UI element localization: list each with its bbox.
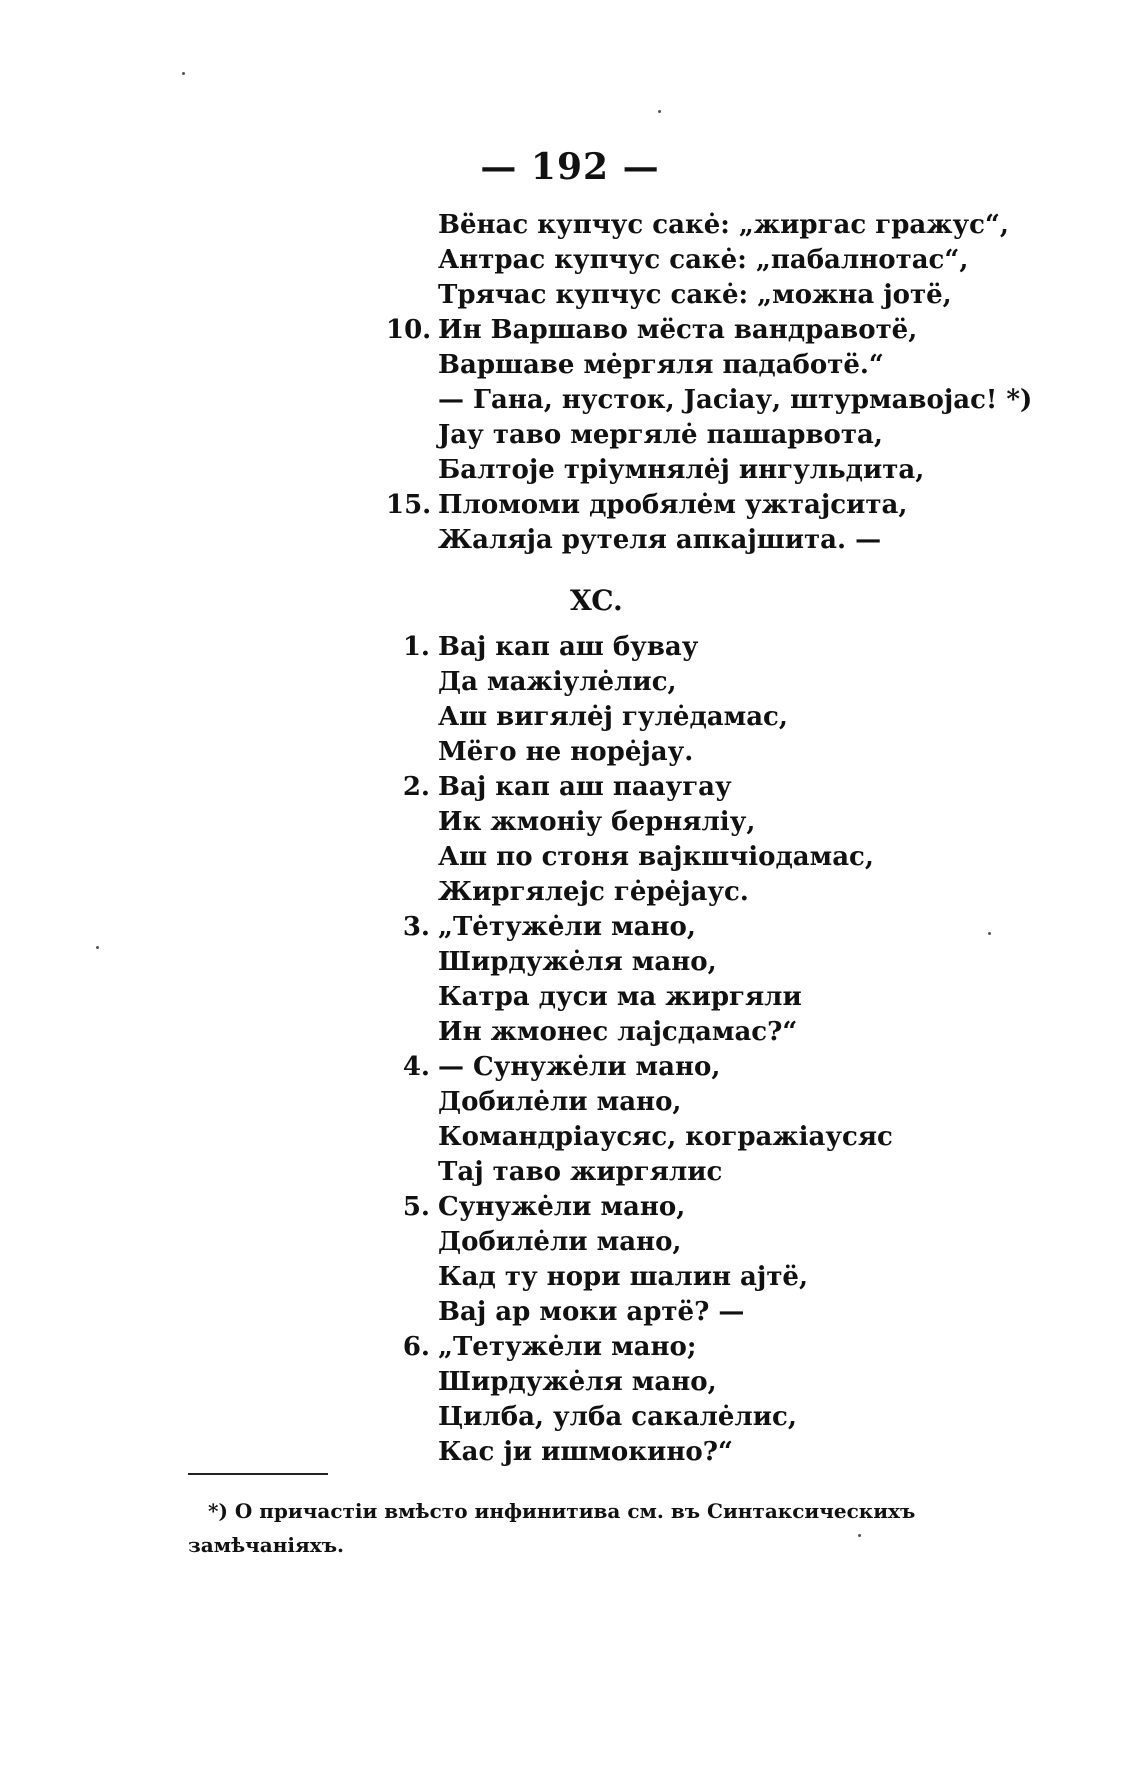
verse-text: Аш вигялėј гулėдамас,	[438, 702, 788, 732]
verse-line	[390, 840, 1070, 875]
poem-bottom-stanzas	[390, 630, 1070, 1470]
verse-line	[390, 1225, 1070, 1260]
verse-text: Ик жмоніу берняліу,	[438, 807, 756, 837]
verse-line	[390, 418, 1070, 453]
verse-line	[390, 1295, 1070, 1330]
verse-text: „Тėтужėли мано,	[438, 912, 696, 942]
verse-text: Тај таво жиргялис	[438, 1157, 723, 1187]
verse-text: Ширдужėля мано,	[438, 1367, 717, 1397]
verse-text: Вај кап аш пааугау	[438, 772, 732, 802]
verse-text: Цилба, улба сакалėлис,	[438, 1402, 797, 1432]
verse-line	[390, 453, 1070, 488]
verse-line	[390, 348, 1070, 383]
verse-line	[390, 770, 1070, 805]
verse-line	[390, 1435, 1070, 1470]
verse-line	[390, 630, 1070, 665]
verse-line	[390, 1085, 1070, 1120]
verse-text: — Гана, нусток, Јасіау, штурмавојас! *)	[438, 385, 1033, 415]
verse-number: 15.	[386, 490, 432, 520]
verse-text: Вёнас купчус сакė: „жиргас гражус“,	[438, 210, 1009, 240]
verse-line	[390, 875, 1070, 910]
verse-text: Сунужėли мано,	[438, 1192, 686, 1222]
scan-speck	[988, 932, 991, 935]
verse-text: Балтоје тріумнялėј ингульдита,	[438, 455, 925, 485]
footnote: *) О причастіи вмѣсто инфинитива см. въ Синтаксическихъ замѣчаніяхъ.	[188, 1499, 916, 1557]
verse-text: Јау таво мергялė пашарвота,	[438, 420, 883, 450]
verse-line	[390, 523, 1070, 558]
verse-line	[390, 1190, 1070, 1225]
verse-line	[390, 243, 1070, 278]
scan-speck	[858, 1534, 861, 1537]
verse-number: 4.	[402, 1052, 430, 1082]
verse-line	[390, 700, 1070, 735]
verse-text: „Тетужėли мано;	[438, 1332, 697, 1362]
verse-line	[390, 805, 1070, 840]
page-number: — 192 —	[480, 146, 660, 188]
verse-line	[390, 1330, 1070, 1365]
verse-text: Ин Варшаво мёста вандравотё,	[438, 315, 918, 345]
verse-text: Добилėли мано,	[438, 1087, 682, 1117]
verse-line	[390, 1155, 1070, 1190]
verse-number: 5.	[402, 1192, 430, 1222]
verse-line	[390, 383, 1070, 418]
verse-text: Аш по стоня вајкшчіодамас,	[438, 842, 874, 872]
verse-line	[390, 980, 1070, 1015]
scan-speck	[182, 72, 185, 75]
section-heading: XC.	[570, 584, 623, 617]
poem-top-stanza	[386, 208, 1070, 558]
verse-text: Антрас купчус сакė: „пабалнотас“,	[438, 245, 969, 275]
verse-line	[390, 945, 1070, 980]
verse-text: — Сунужėли мано,	[438, 1052, 721, 1082]
verse-line	[390, 1015, 1070, 1050]
verse-text: Вај ар моки артё? —	[438, 1297, 745, 1327]
verse-line	[386, 313, 1070, 348]
verse-line	[390, 208, 1070, 243]
verse-text: Варшаве мėргяля падаботё.“	[438, 350, 884, 380]
verse-text: Да мажіулėлис,	[438, 667, 677, 697]
verse-line	[390, 1400, 1070, 1435]
verse-line	[390, 1050, 1070, 1085]
footnote-divider	[188, 1473, 328, 1475]
verse-text: Ин жмонес лајсдамас?“	[438, 1017, 798, 1047]
verse-number: 1.	[402, 632, 430, 662]
scan-speck	[96, 946, 99, 949]
verse-text: Ширдужėля мано,	[438, 947, 717, 977]
verse-text: Трячас купчус сакė: „можна јотё,	[438, 280, 952, 310]
verse-text: Жиргялејс гėрėјаус.	[438, 877, 749, 907]
verse-line	[390, 1365, 1070, 1400]
verse-number: 2.	[402, 772, 430, 802]
verse-text: Мёго не норėјау.	[438, 737, 694, 767]
verse-line	[390, 735, 1070, 770]
verse-line	[390, 665, 1070, 700]
verse-line	[390, 1260, 1070, 1295]
verse-number: 10.	[386, 315, 432, 345]
verse-text: Катра дуси ма жиргяли	[438, 982, 802, 1012]
verse-line	[390, 278, 1070, 313]
verse-line	[390, 910, 1070, 945]
verse-number: 3.	[402, 912, 430, 942]
scan-speck	[658, 110, 661, 113]
verse-text: Кас ји ишмокино?“	[438, 1437, 733, 1467]
verse-line	[390, 1120, 1070, 1155]
verse-text: Кад ту нори шалин ајтё,	[438, 1262, 809, 1292]
verse-line	[386, 488, 1070, 523]
verse-text: Вај кап аш бувау	[438, 632, 699, 662]
verse-text: Пломоми дробялėм ужтајсита,	[438, 490, 908, 520]
verse-number: 6.	[402, 1332, 430, 1362]
verse-text: Жаляја рутеля апкајшита. —	[438, 525, 882, 555]
verse-text: Командріаусяс, когражіаусяс	[438, 1122, 893, 1152]
verse-text: Добилėли мано,	[438, 1227, 682, 1257]
